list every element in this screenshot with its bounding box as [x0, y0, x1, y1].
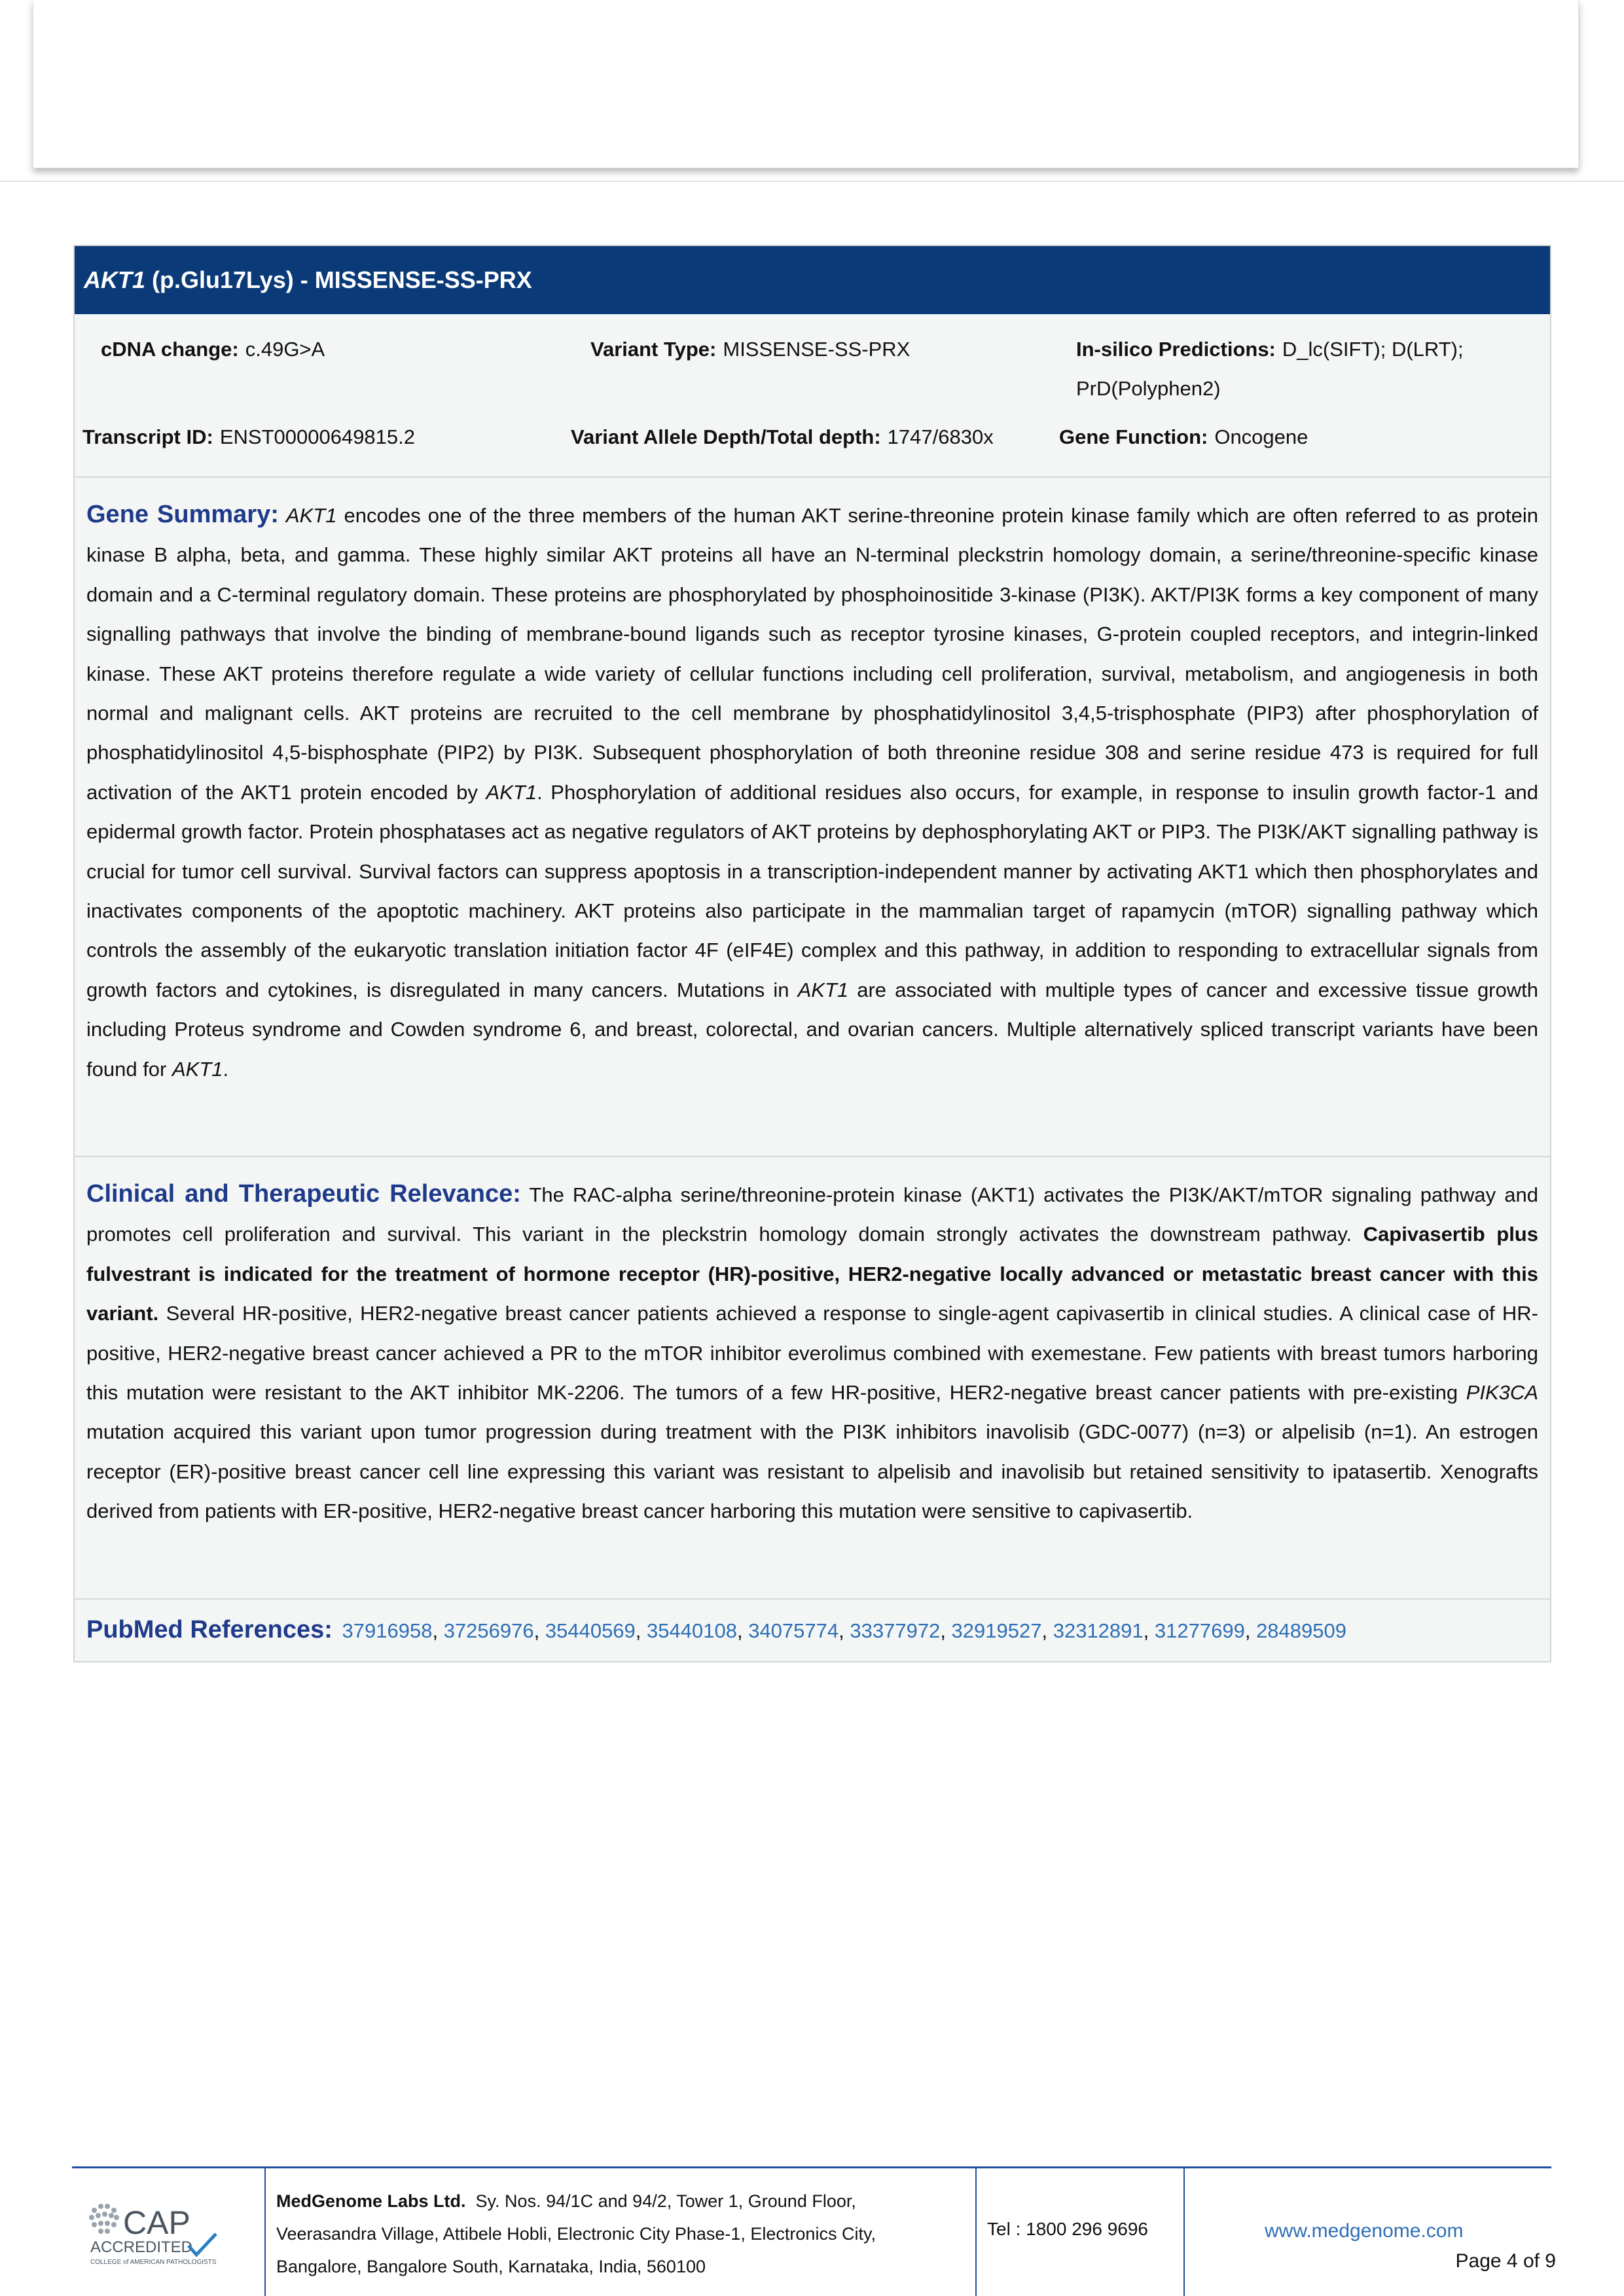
section-divider: [75, 476, 1550, 478]
variant-type: [590, 330, 910, 369]
cdna-value: c.49G>A: [245, 338, 325, 361]
pubmed-heading: PubMed References:: [86, 1616, 333, 1643]
gene-function-value: Oncogene: [1214, 425, 1308, 448]
clinical-text: The RAC-alpha serine/threonine-protein kinase (AKT1) activates the PI3K/AKT/mTOR signaling pathway and promotes cell proliferation and survival. This variant in the pleckstrin homology domain strongly activates the downstream pathway.: [86, 1183, 1538, 1246]
clinical-heading: Clinical and Therapeutic Relevance:: [86, 1180, 521, 1208]
variant-title: [75, 246, 1550, 314]
cap-logo-graphic: [85, 2196, 242, 2268]
insilico-label: In-silico Predictions:: [1076, 338, 1276, 361]
company-address: [276, 2185, 970, 2283]
footer-column-divider: [1183, 2168, 1185, 2296]
gene-summary-gene: AKT1: [285, 504, 337, 527]
pubmed-link[interactable]: 35440108: [647, 1619, 737, 1642]
transcript-id: [82, 418, 415, 457]
header-divider: [0, 181, 1624, 182]
telephone: Tel : 1800 296 9696: [987, 2219, 1148, 2239]
variant-gene: AKT1: [84, 266, 146, 293]
clinical-text: Several HR-positive, HER2-negative breast cancer patients achieved a response to single-agent capivasertib in clinical studies. A clinical case of HR-positive, HER2-negative breast cancer achieved a PR to the mTOR inhibitor everolimus combined with exemestane. Few patients with breast tumors harboring this mutation were resistant to the AKT inhibitor MK-2206. The tumors of a few HR-positive, HER2-negative breast cancer patients with pre-existing: [86, 1302, 1538, 1405]
gene-function: [1059, 418, 1308, 457]
clinical-gene: PIK3CA: [1466, 1381, 1538, 1405]
footer-column-divider: [975, 2168, 977, 2296]
section-divider: [75, 1156, 1550, 1157]
variant-type-label: Variant Type:: [590, 338, 717, 361]
footer-divider: [72, 2166, 1551, 2168]
variant-title-rest: (p.Glu17Lys) - MISSENSE-SS-PRX: [152, 266, 532, 293]
address-line: Sy. Nos. 94/1C and 94/2, Tower 1, Ground Floor,: [475, 2191, 856, 2211]
cdna-label: cDNA change:: [101, 338, 239, 361]
pubmed-link[interactable]: 37916958: [342, 1619, 433, 1642]
clinical-text: mutation acquired this variant upon tumor progression during treatment with the PI3K inhibitors inavolisib (GDC-0077) (n=3) or alpelisib (n=1). An estrogen receptor (ER)-positive breast cancer cell line expressing this variant was resistant to alpelisib and inavolisib but retained sensitivity to ipatasertib. Xenografts derived from patients with ER-positive, HER2-negative breast cancer harboring this mutation were sensitive to capivasertib.: [86, 1420, 1538, 1523]
transcript-label: Transcript ID:: [82, 425, 213, 448]
section-divider: [75, 1598, 1550, 1600]
pubmed-link[interactable]: 37256976: [443, 1619, 534, 1642]
pubmed-link[interactable]: 32312891: [1053, 1619, 1144, 1642]
pubmed-link[interactable]: 35440569: [545, 1619, 636, 1642]
cap-logo-sub: ACCREDITED: [90, 2238, 193, 2256]
clinical-indication: Capivasertib plus fulvestrant is indicated for the treatment of hormone receptor (HR)-positive, HER2-negative locally advanced or metastatic breast cancer with this variant.: [86, 1223, 1538, 1325]
footer-column-divider: [264, 2168, 266, 2296]
insilico-predictions: [1076, 330, 1547, 408]
gene-summary-text: .: [223, 1057, 229, 1081]
pubmed-references: PubMed References: 37916958, 37256976, 35440569, 35440108, 34075774, 33377972, 32919527, 32312891, 31277699, 28489509: [86, 1616, 1346, 1643]
variant-type-value: MISSENSE-SS-PRX: [723, 338, 911, 361]
page-number: Page 4 of 9: [1455, 2250, 1556, 2272]
pubmed-link[interactable]: 32919527: [951, 1619, 1042, 1642]
gene-summary-text: are associated with multiple types of cancer and excessive tissue growth including Proteus syndrome and Cowden syndrome 6, and breast, colorectal, and ovarian cancers. Multiple alternatively spliced transcript variants have been found for: [86, 978, 1538, 1081]
depth-value: 1747/6830x: [887, 425, 994, 448]
gene-summary-gene: AKT1: [486, 780, 537, 804]
address-line: Veerasandra Village, Attibele Hobli, Electronic City Phase-1, Electronics City,: [276, 2224, 876, 2244]
cap-logo-fine: COLLEGE of AMERICAN PATHOLOGISTS: [90, 2259, 217, 2266]
depth-label: Variant Allele Depth/Total depth:: [571, 425, 881, 448]
gene-summary: [86, 495, 1538, 1089]
pubmed-link[interactable]: 31277699: [1154, 1619, 1245, 1642]
gene-summary-text: . Phosphorylation of additional residues also occurs, for example, in response to insulin growth factor-1 and epidermal growth factor. Protein phosphatases act as negative regulators of AKT proteins by dephosphorylating AKT or PIP3. The PI3K/AKT signalling pathway is crucial for tumor cell survival. Survival factors can suppress apoptosis in a transcription-independent manner by activating AKT1 which then phosphorylates and inactivates components of the apoptotic machinery. AKT proteins also participate in the mammalian target of rapamycin (mTOR) signalling pathway which controls the assembly of the eukaryotic translation initiation factor 4F (eIF4E) complex and this pathway, in addition to responding to extracellular signals from growth factors and cytokines, is disregulated in many cancers. Mutations in: [86, 780, 1538, 1001]
pubmed-link[interactable]: 34075774: [748, 1619, 839, 1642]
company-name: MedGenome Labs Ltd.: [276, 2191, 466, 2211]
pubmed-link[interactable]: 33377972: [850, 1619, 941, 1642]
cdna-change: [101, 330, 325, 369]
transcript-value: ENST00000649815.2: [219, 425, 416, 448]
gene-summary-gene: AKT1: [171, 1057, 223, 1081]
gene-summary-text: encodes one of the three members of the human AKT serine-threonine protein kinase family which are often referred to as protein kinase B alpha, beta, and gamma. These highly similar AKT proteins all have an N-terminal pleckstrin homology domain, a serine/threonine-specific kinase domain and a C-terminal regulatory domain. These proteins are phosphorylated by phosphoinositide 3-kinase (PI3K). AKT/PI3K forms a key component of many signalling pathways that involve the binding of membrane-bound ligands such as receptor tyrosine kinases, G-protein coupled receptors, and integrin-linked kinase. These AKT proteins therefore regulate a wide variety of cellular functions including cell proliferation, survival, metabolism, and angiogenesis in both normal and malignant cells. AKT proteins are recruited to the cell membrane by phosphatidylinositol 3,4,5-trisphosphate (PIP3) after phosphorylation of phosphatidylinositol 4,5-bisphosphate (PIP2) by PI3K. Subsequent phosphorylation of both threonine residue 308 and serine residue 473 is required for full activation of the AKT1 protein encoded by: [86, 504, 1538, 804]
gene-function-label: Gene Function:: [1059, 425, 1208, 448]
address-line: Bangalore, Bangalore South, Karnataka, India, 560100: [276, 2257, 706, 2276]
cap-accredited-logo: [85, 2196, 242, 2268]
variant-card: [73, 245, 1551, 1662]
page-header-box: [33, 0, 1579, 168]
allele-depth: [571, 418, 994, 457]
gene-summary-heading: Gene Summary:: [86, 501, 279, 528]
insilico-value: D_lc(SIFT); D(LRT); PrD(Polyphen2): [1076, 338, 1464, 400]
gene-summary-gene: AKT1: [797, 978, 849, 1001]
cap-logo-text: CAP: [123, 2204, 190, 2241]
clinical-relevance: [86, 1174, 1538, 1532]
pubmed-link[interactable]: 28489509: [1256, 1619, 1346, 1642]
website-link[interactable]: www.medgenome.com: [1265, 2220, 1464, 2242]
